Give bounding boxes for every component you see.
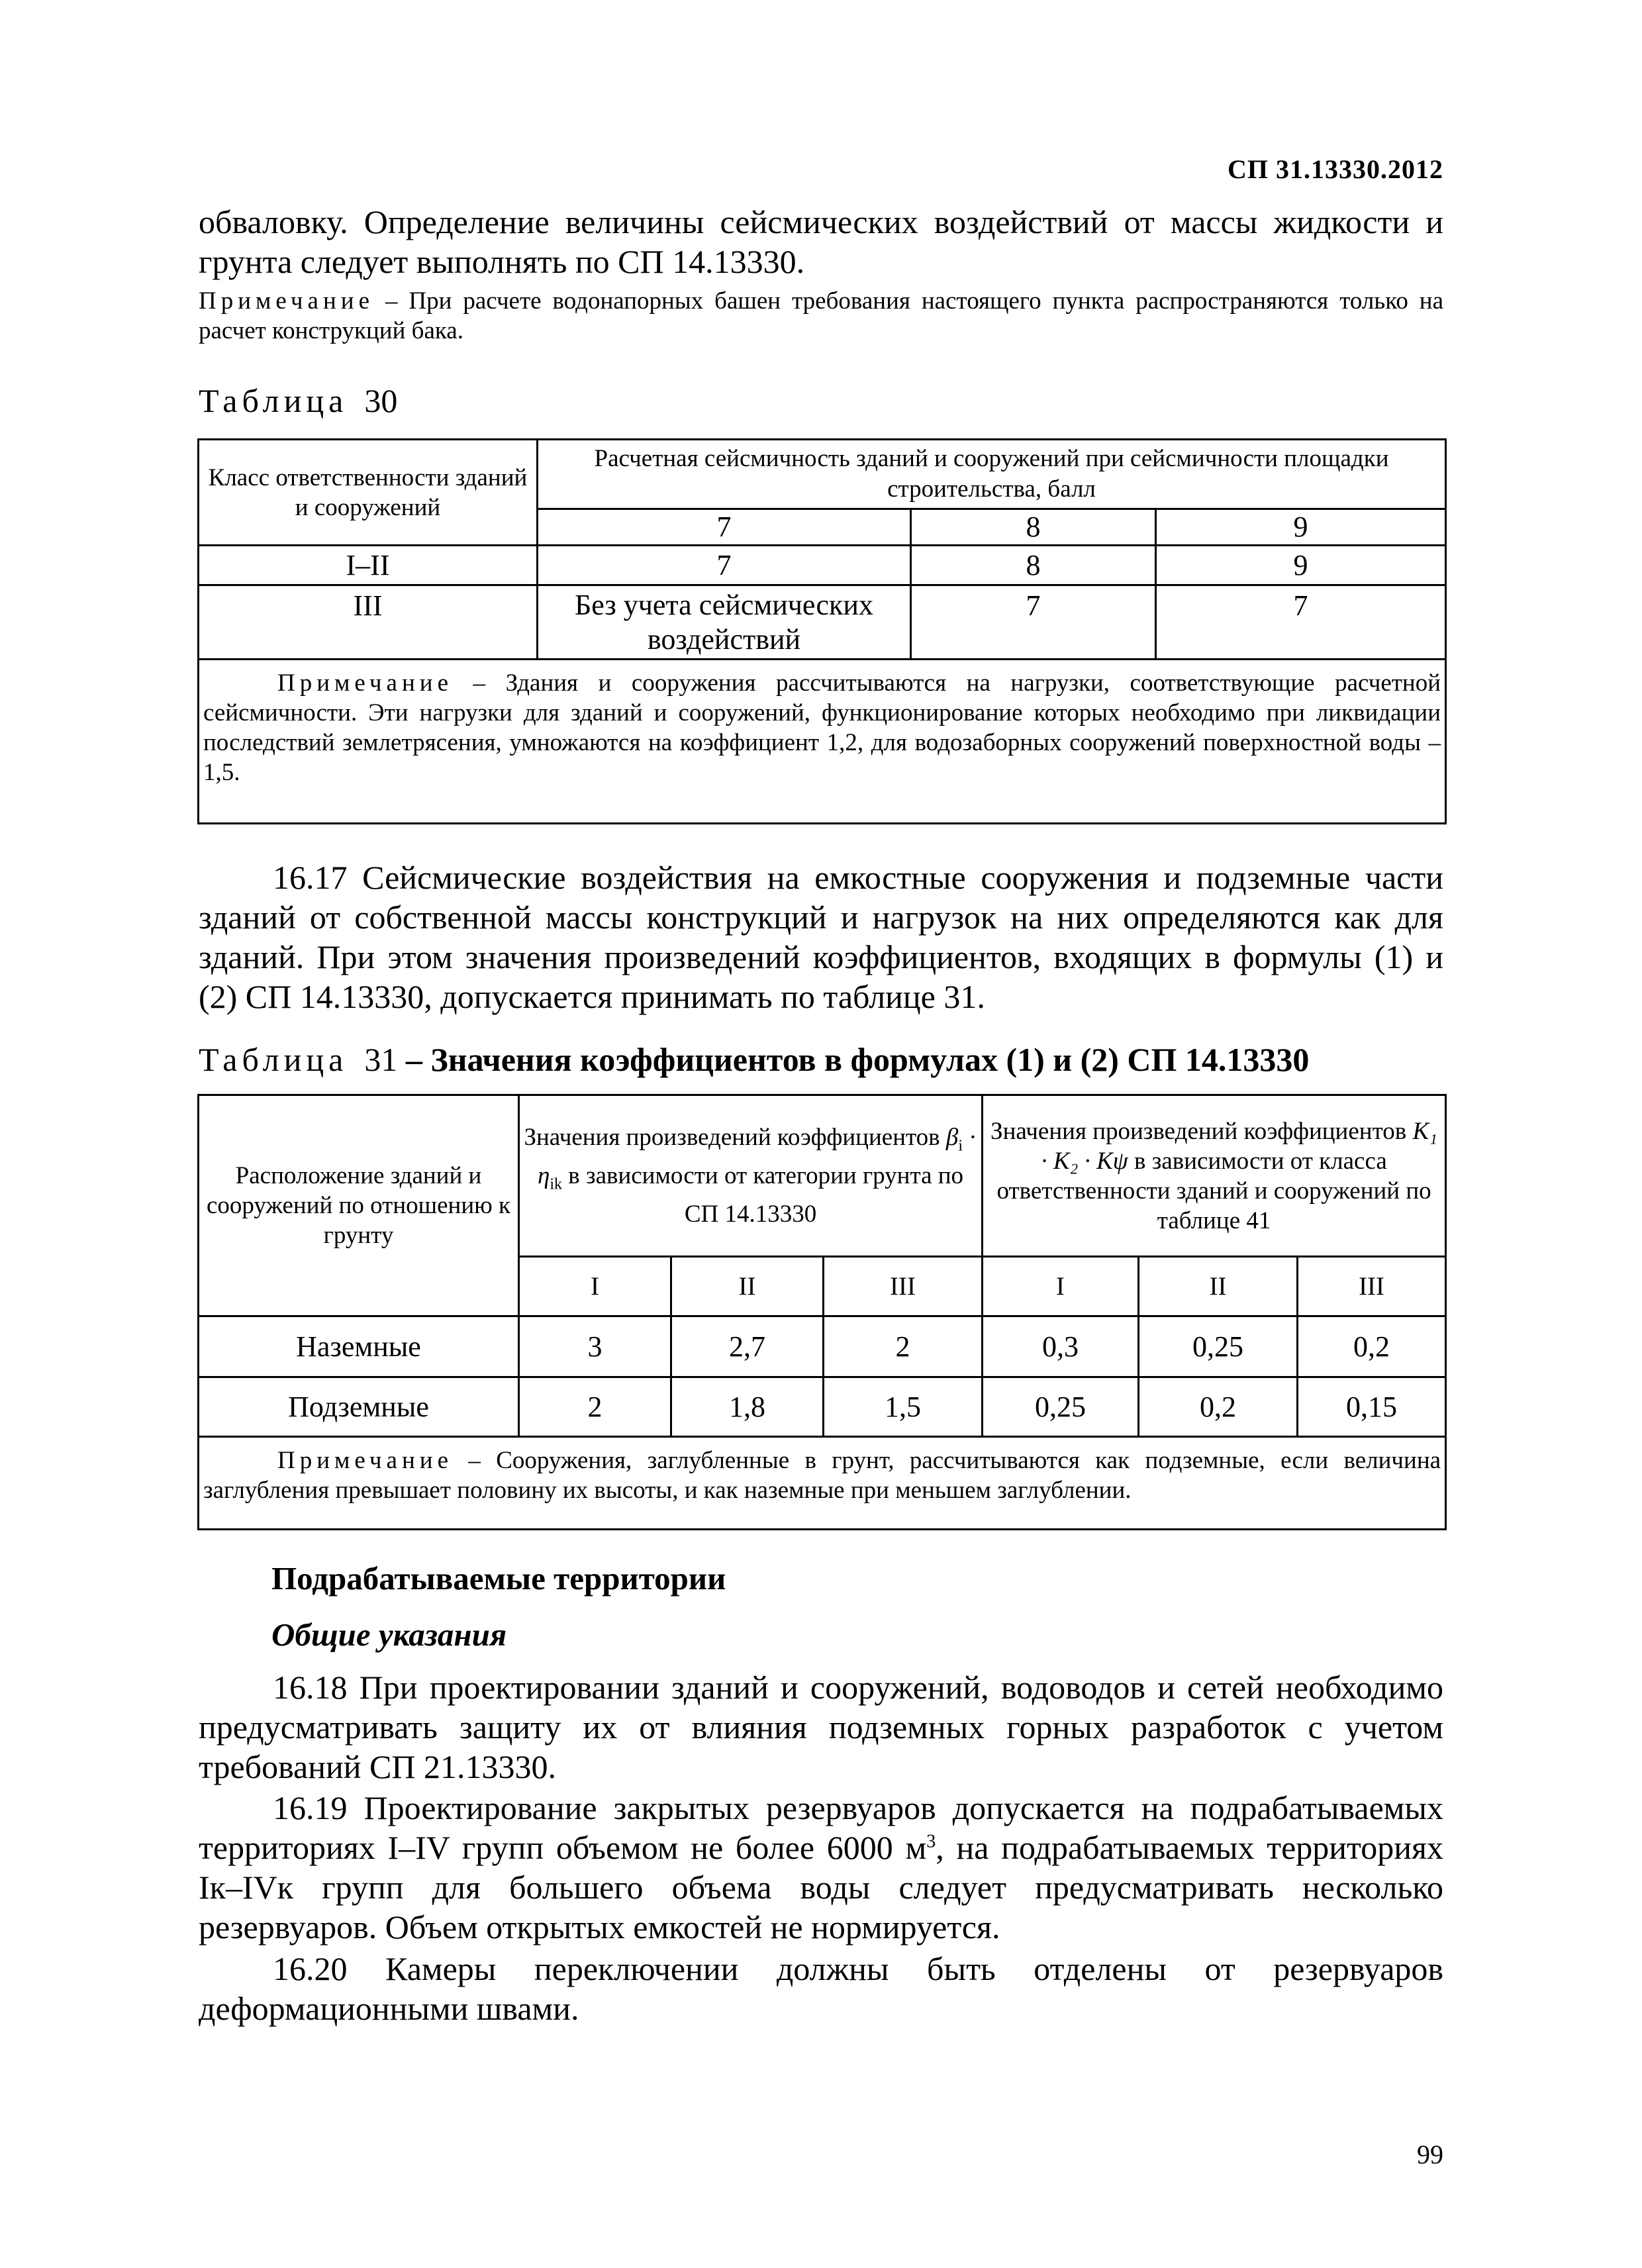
table-cell: 1,8: [671, 1377, 824, 1437]
table-cell: 3: [519, 1316, 671, 1377]
paragraph-16-17: [199, 858, 1443, 1016]
table31-group1-header: [519, 1095, 983, 1257]
paragraph-16-20: [199, 1949, 1443, 2028]
intro-paragraph: обваловку. Определение величины сейсмических воздействий от массы жидкости и грунта следует выполнять по СП 14.13330.: [199, 203, 1443, 280]
table31-subheader: III: [824, 1257, 983, 1316]
table31-note: [199, 1437, 1446, 1530]
table-label: Таблица: [199, 1041, 348, 1078]
table-label: Таблица: [199, 382, 348, 419]
paragraph-16-19: [199, 1788, 1443, 1947]
table30-subheader: 9: [1156, 509, 1446, 546]
table-cell: 0,25: [1139, 1316, 1298, 1377]
note-text: – Сооружения, заглубленные в грунт, рассчитываются как подземные, если величина заглубления превышает половину их высоты, и как наземные при меньшем заглублении.: [203, 1447, 1441, 1504]
document-code: СП 31.13330.2012: [1228, 154, 1443, 184]
table31-subheader: II: [1139, 1257, 1298, 1316]
header-text: Значения произведений коэффициентов: [524, 1123, 946, 1151]
table-cell: 7: [538, 546, 911, 585]
table30-note: [199, 660, 1446, 824]
table-title: – Значения коэффициентов в формулах (1) и (2) СП 14.13330: [405, 1041, 1310, 1078]
table31-subheader: I: [519, 1257, 671, 1316]
clause-number: 16.18: [273, 1669, 348, 1706]
table-cell: 0,25: [983, 1377, 1139, 1437]
note-text: – Здания и сооружения рассчитываются на нагрузки, соответствующие расчетной сейсмичности. Эти нагрузки для зданий и сооружений, функционирование которых необходимо при ликвидации последствий землетрясения, умножаются на коэффициент 1,2, для водозаборных сооружений поверхностной воды – 1,5.: [203, 669, 1441, 786]
beta-symbol: β: [945, 1123, 959, 1151]
clause-text: Камеры переключении должны быть отделены от резервуаров деформационными швами.: [199, 1950, 1443, 2027]
table-row: [199, 1377, 1446, 1437]
table-cell: Подземные: [199, 1377, 519, 1437]
table-cell: 0,3: [983, 1316, 1139, 1377]
table-cell: 2,7: [671, 1316, 824, 1377]
table-cell: 0,2: [1298, 1316, 1446, 1377]
table30-group-header: Расчетная сейсмичность зданий и сооружений при сейсмичности площадки строительства, балл: [538, 440, 1446, 509]
table-cell: 7: [911, 585, 1156, 660]
section-title: Подрабатываемые территории: [271, 1560, 726, 1597]
table30-caption: [199, 381, 397, 420]
table-cell: I–II: [199, 546, 538, 585]
clause-text: При проектировании зданий и сооружений, водоводов и сетей необходимо предусматривать защиту их от влияния подземных горных разработок с учетом требований СП 21.13330.: [199, 1669, 1443, 1785]
table-cell: 0,15: [1298, 1377, 1446, 1437]
note-label: Примечание: [199, 287, 374, 315]
table-cell: 2: [519, 1377, 671, 1437]
table30-subheader: 7: [538, 509, 911, 546]
clause-text: , на подрабатываемых территориях Iк–IVк групп для большего объема воды следует предусматривать несколько резервуаров. Объем открытых емкостей не нормируется.: [199, 1829, 1443, 1946]
paragraph-16-18: [199, 1667, 1443, 1787]
clause-text: Проектирование закрытых резервуаров допускается на подрабатываемых территориях I–IV групп объемом не более 6000 м: [199, 1789, 1443, 1866]
table31-col1-header: Расположение зданий и сооружений по отношению к грунту: [199, 1095, 519, 1316]
table-row: [199, 1316, 1446, 1377]
header-text: в зависимости от категории грунта по СП 14.13330: [561, 1162, 964, 1228]
table-cell: Наземные: [199, 1316, 519, 1377]
eta-symbol: η: [537, 1162, 550, 1189]
table-cell: 8: [911, 546, 1156, 585]
table30-subheader: 8: [911, 509, 1156, 546]
table-30: [197, 438, 1447, 824]
subscript: ik: [550, 1175, 562, 1193]
section-subtitle: Общие указания: [271, 1616, 507, 1653]
subscript: i: [958, 1137, 963, 1154]
dot: ·: [963, 1123, 977, 1151]
table-number: 31: [364, 1041, 398, 1078]
header-text: в зависимости от класса ответственности зданий и сооружений по таблице 41: [996, 1147, 1431, 1234]
table-cell: 2: [824, 1316, 983, 1377]
table31-caption: [199, 1040, 1309, 1079]
clause-number: 16.17: [273, 859, 348, 896]
k-formula: K₁ · K₂ · Kψ: [1041, 1117, 1438, 1175]
page-number: 99: [1417, 2140, 1443, 2169]
header-text: Значения произведений коэффициентов: [990, 1117, 1413, 1145]
clause-number: 16.19: [273, 1789, 348, 1826]
table-cell: Без учета сейсмических воздействий: [538, 585, 911, 660]
note-label: Примечание: [277, 1447, 453, 1474]
table31-subheader: II: [671, 1257, 824, 1316]
table-row: [199, 585, 1446, 660]
table31-subheader: I: [983, 1257, 1139, 1316]
clause-number: 16.20: [273, 1950, 348, 1987]
table-cell: 1,5: [824, 1377, 983, 1437]
superscript: 3: [926, 1831, 936, 1852]
table-cell: 7: [1156, 585, 1446, 660]
clause-text: Сейсмические воздействия на емкостные сооружения и подземные части зданий от собственной массы конструкций и нагрузок на них определяются как для зданий. При этом значения произведений коэффициентов, входящих в формулы (1) и (2) СП 14.13330, допускается принимать по таблице 31.: [199, 859, 1443, 1015]
table-cell: 0,2: [1139, 1377, 1298, 1437]
table-cell: III: [199, 585, 538, 660]
note-text: – При расчете водонапорных башен требования настоящего пункта распространяются только на расчет конструкций бака.: [199, 287, 1443, 344]
table-cell: 9: [1156, 546, 1446, 585]
table-row: [199, 546, 1446, 585]
table30-col1-header: Класс ответственности зданий и сооружений: [199, 440, 538, 546]
intro-note: [199, 286, 1443, 346]
table31-subheader: III: [1298, 1257, 1446, 1316]
note-label: Примечание: [277, 669, 453, 697]
table-31: [197, 1094, 1447, 1530]
table-number: 30: [364, 382, 398, 419]
table31-group2-header: [983, 1095, 1446, 1257]
